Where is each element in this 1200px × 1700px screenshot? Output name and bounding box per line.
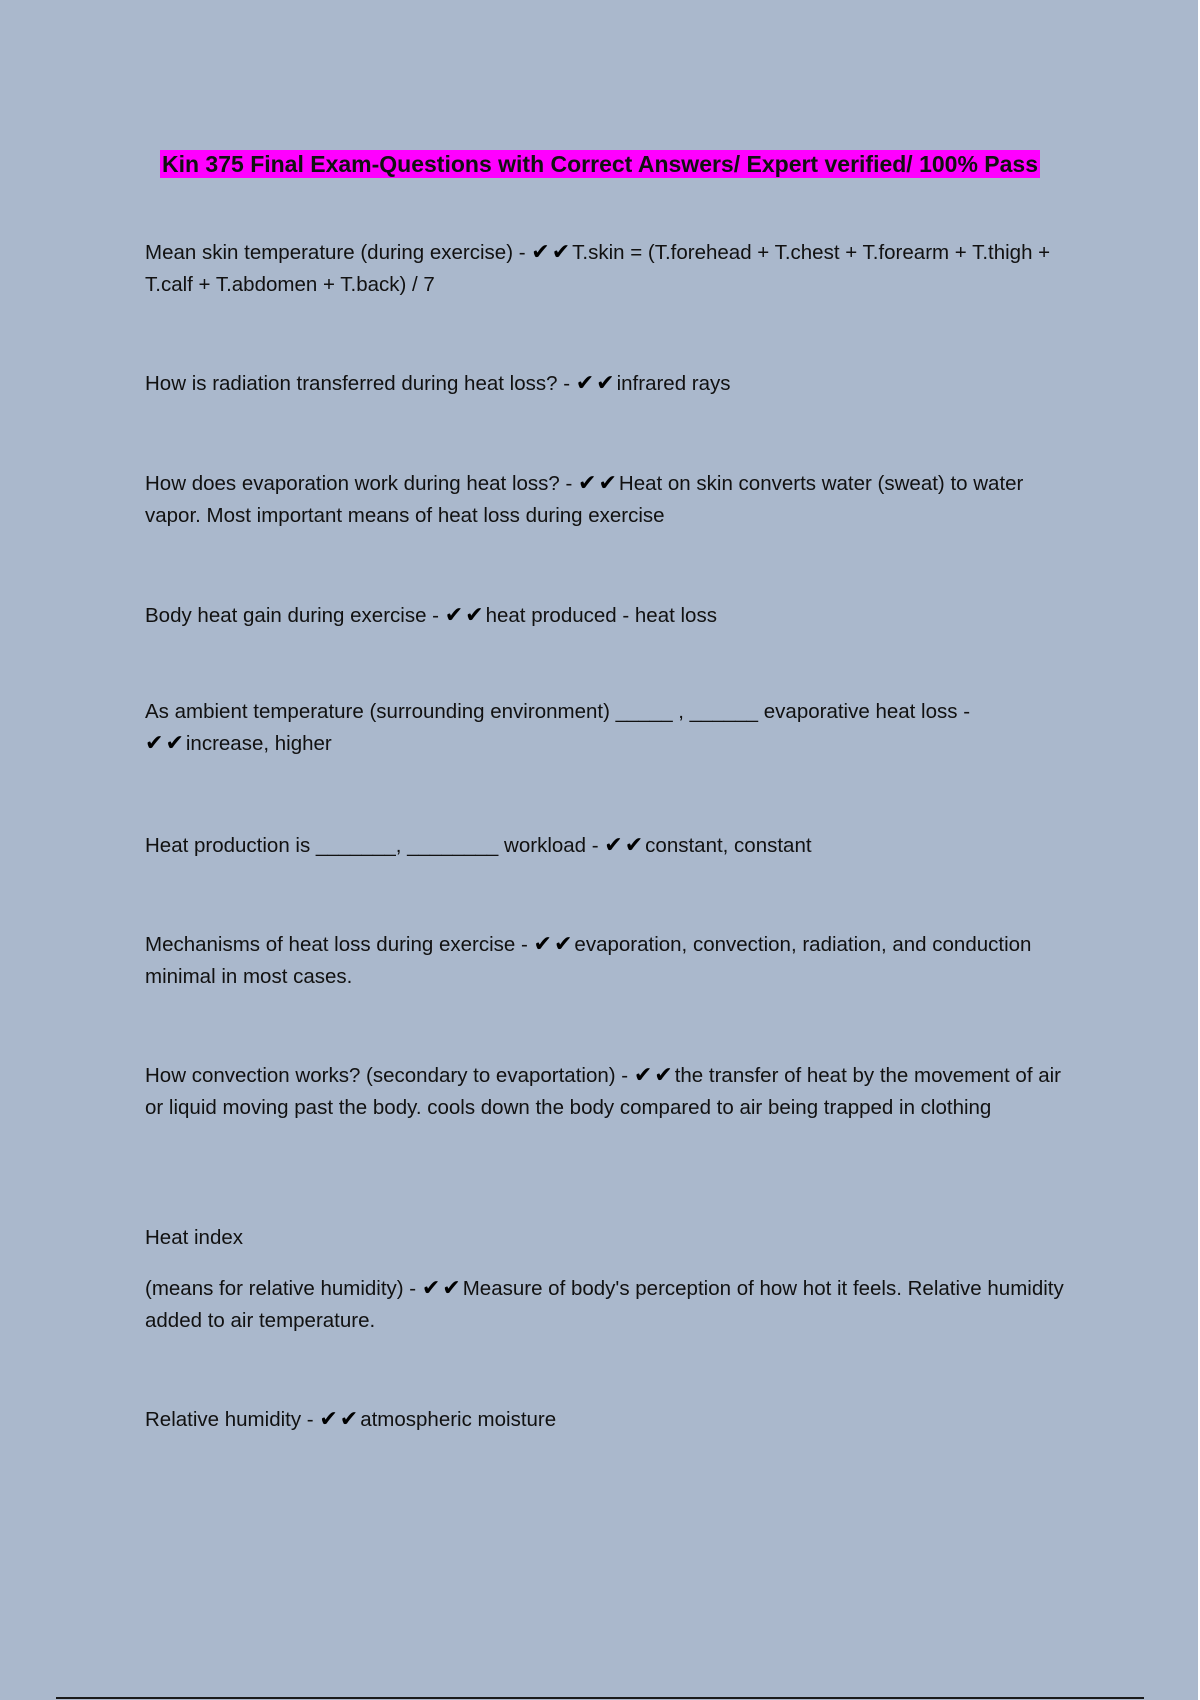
question-heading: Heat index (145, 1226, 244, 1249)
check-pair (604, 834, 645, 857)
check-pair (534, 933, 575, 956)
check-icon: ✔ (444, 603, 464, 628)
check-icon: ✔ (578, 471, 597, 496)
check-icon: ✔ (596, 371, 615, 396)
check-icon: ✔ (533, 932, 552, 957)
check-icon: ✔ (551, 240, 571, 265)
check-icon: ✔ (165, 731, 184, 756)
question-text: Relative humidity - (145, 1408, 314, 1431)
question-text: How does evaporation work during heat loss? - (145, 472, 573, 495)
answer-text: Heat on skin converts water (sweat) to water vapor. Most important means of heat loss during exercise (145, 472, 1024, 527)
check-icon: ✔ (604, 833, 623, 858)
check-icon: ✔ (575, 371, 595, 396)
answer-text: constant, constant (645, 834, 812, 857)
check-icon: ✔ (145, 731, 164, 756)
question-text: Body heat gain during exercise - (145, 604, 440, 627)
question-text: (means for relative humidity) - (145, 1277, 417, 1300)
check-icon: ✔ (553, 932, 573, 957)
check-pair (576, 372, 617, 395)
answer-text: T.skin = (T.forehead + T.chest + T.forearm + T.thigh + T.calf + T.abdomen + T.back) / 7 (145, 241, 1051, 296)
answer-text: increase, higher (185, 732, 332, 755)
check-icon: ✔ (654, 1063, 673, 1088)
check-pair (445, 604, 486, 627)
question-text: As ambient temperature (surrounding environment) _____ , ______ evaporative heat loss - (145, 700, 971, 723)
check-icon: ✔ (633, 1063, 653, 1088)
qa-item (145, 368, 1065, 400)
check-pair (531, 241, 572, 264)
footer-divider (56, 1697, 1144, 1699)
answer-text: infrared rays (616, 372, 731, 395)
qa-item (145, 1222, 1065, 1254)
question-text: How convection works? (secondary to evaportation) - (145, 1064, 629, 1087)
check-pair (578, 472, 619, 495)
title-highlight: Kin 375 Final Exam-Questions with Correct Answers/ Expert verified/ 100% Pass (161, 151, 1039, 177)
check-icon: ✔ (624, 833, 644, 858)
check-icon: ✔ (531, 240, 550, 265)
check-pair (422, 1277, 463, 1300)
question-text: Mechanisms of heat loss during exercise - (145, 933, 528, 956)
check-icon: ✔ (319, 1407, 338, 1432)
check-icon: ✔ (442, 1276, 461, 1301)
qa-item (145, 830, 1065, 862)
question-text: Mean skin temperature (during exercise) - (145, 241, 526, 264)
answer-text: atmospheric moisture (360, 1408, 557, 1431)
answer-text: Measure of body's perception of how hot it feels. Relative humidity added to air temperature. (145, 1277, 1064, 1332)
check-icon: ✔ (339, 1407, 359, 1432)
qa-item (145, 468, 1065, 532)
question-text: Heat production is _______, ________ workload - (145, 834, 599, 857)
check-pair (145, 732, 186, 755)
qa-item (145, 696, 1065, 760)
qa-item (145, 1273, 1065, 1337)
qa-item (145, 1404, 1065, 1436)
check-pair (634, 1064, 675, 1087)
qa-item (145, 929, 1065, 993)
question-text: How is radiation transferred during heat loss? - (145, 372, 571, 395)
check-icon: ✔ (598, 471, 617, 496)
qa-item (145, 600, 1065, 632)
qa-item (145, 237, 1065, 301)
document-title (140, 146, 1060, 182)
qa-item (145, 1060, 1065, 1124)
answer-text: the transfer of heat by the movement of air or liquid moving past the body. cools down the body compared to air being trapped in clothing (145, 1064, 1061, 1119)
check-icon: ✔ (465, 603, 484, 628)
check-icon: ✔ (421, 1276, 441, 1301)
check-pair (319, 1408, 360, 1431)
answer-text: evaporation, convection, radiation, and conduction minimal in most cases. (145, 933, 1032, 988)
answer-text: heat produced - heat loss (485, 604, 717, 627)
